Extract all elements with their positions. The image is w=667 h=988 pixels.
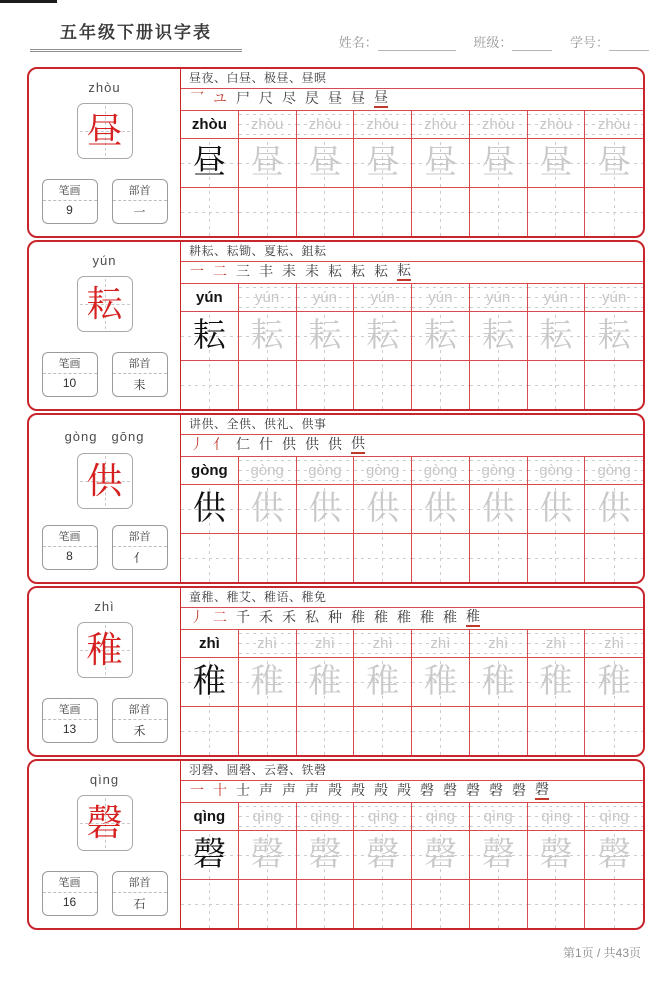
- stroke-order-glyph: 磬: [443, 783, 457, 799]
- info-boxes: [29, 698, 180, 743]
- scan-corner-mark: [0, 0, 57, 3]
- strokes-label: 笔画: [43, 699, 97, 720]
- stroke-order-glyph: 尸: [236, 91, 250, 107]
- character-cell: 稚: [181, 658, 239, 706]
- character-card: [27, 759, 645, 930]
- character-box: [77, 622, 133, 678]
- empty-practice-cell: [470, 707, 528, 755]
- stroke-order-glyph: 磬: [535, 782, 549, 798]
- stroke-order-glyph: 丿: [190, 437, 204, 453]
- character-box: [77, 795, 133, 851]
- strokes-value: 16: [62, 895, 77, 909]
- character-card: [27, 586, 645, 757]
- character-cell: 磬: [354, 831, 412, 879]
- pinyin-cell: zhòu: [528, 111, 586, 138]
- stroke-order-glyph: 稚: [397, 610, 411, 626]
- info-boxes: [29, 179, 180, 224]
- stroke-order-glyph: 声: [305, 783, 319, 799]
- character-cell: 昼: [528, 139, 586, 187]
- stroke-order-row: [181, 434, 643, 456]
- empty-practice-cell: [528, 188, 586, 236]
- character-cell: 昼: [585, 139, 643, 187]
- radical-value: 禾: [133, 724, 146, 738]
- empty-practice-cell: [585, 188, 643, 236]
- stroke-order-row: [181, 88, 643, 110]
- character-cell: 昼: [412, 139, 470, 187]
- stroke-order-glyph: 尺: [259, 91, 273, 107]
- card-practice-area: [181, 588, 643, 755]
- character-card: [27, 240, 645, 411]
- empty-practice-cell: [297, 361, 355, 409]
- strokes-value: 9: [66, 203, 73, 217]
- empty-practice-cell: [239, 361, 297, 409]
- info-boxes: [29, 525, 180, 570]
- example-words-line: 讲供、全供、供礼、供事: [189, 417, 327, 431]
- empty-practice-cell: [354, 534, 412, 582]
- card-practice-area: [181, 761, 643, 928]
- radical-value: 亻: [133, 551, 146, 565]
- page-number: 第1页 / 共43页: [562, 946, 641, 960]
- pinyin-cell: zhì: [528, 630, 586, 657]
- info-boxes: [29, 352, 180, 397]
- empty-practice-cell: [354, 880, 412, 928]
- radical-box: [112, 179, 168, 224]
- stroke-order-glyph: 磬: [466, 783, 480, 799]
- pinyin-label: gòng gōng: [64, 429, 145, 444]
- character-cell: 稚: [585, 658, 643, 706]
- example-words-line: 童稚、稚艾、稚语、稚免: [189, 590, 327, 604]
- empty-practice-cell: [354, 707, 412, 755]
- strokes-box: [42, 698, 98, 743]
- pinyin-cell: yún: [297, 284, 355, 311]
- strokes-box: [42, 352, 98, 397]
- main-character: 耘: [86, 284, 123, 324]
- radical-value: 石: [133, 897, 146, 911]
- pinyin-practice-row: [181, 629, 643, 657]
- radical-box: [112, 525, 168, 570]
- strokes-box: [42, 871, 98, 916]
- student-info-fields: [339, 32, 649, 51]
- character-practice-row: [181, 830, 643, 879]
- example-words-line: 耕耘、耘锄、夏耘、鉏耘: [189, 244, 327, 258]
- stroke-order-glyph: 殸: [374, 783, 388, 799]
- stroke-order-glyph: ユ: [213, 91, 227, 107]
- empty-practice-cell: [470, 880, 528, 928]
- pinyin-cell: gòng: [354, 457, 412, 484]
- strokes-label: 笔画: [43, 872, 97, 893]
- stroke-order-glyph: 种: [328, 610, 342, 626]
- pinyin-cell: zhòu: [239, 111, 297, 138]
- stroke-order-glyph: 稚: [466, 609, 480, 625]
- pinyin-cell: zhòu: [297, 111, 355, 138]
- strokes-value: 13: [62, 722, 77, 736]
- radical-label: 部首: [113, 872, 167, 893]
- card-practice-area: [181, 69, 643, 236]
- pinyin-cell: gòng: [528, 457, 586, 484]
- radical-box: [112, 871, 168, 916]
- empty-practice-cell: [470, 188, 528, 236]
- strokes-label: 笔画: [43, 180, 97, 201]
- character-cards-list: [27, 67, 645, 932]
- empty-practice-cell: [412, 707, 470, 755]
- empty-practice-cell: [585, 707, 643, 755]
- pinyin-cell: zhòu: [181, 111, 239, 138]
- character-cell: 磬: [412, 831, 470, 879]
- empty-practice-cell: [470, 534, 528, 582]
- card-left-panel: [29, 415, 181, 582]
- page-header: [0, 18, 667, 60]
- character-cell: 耘: [412, 312, 470, 360]
- id-field-line: [609, 37, 649, 51]
- stroke-order-glyph: 磬: [420, 783, 434, 799]
- pinyin-cell: gòng: [181, 457, 239, 484]
- pinyin-cell: gòng: [585, 457, 643, 484]
- pinyin-practice-row: [181, 283, 643, 311]
- stroke-order-glyph: 二: [213, 610, 227, 626]
- pinyin-cell: zhì: [354, 630, 412, 657]
- empty-practice-cell: [585, 361, 643, 409]
- character-cell: 稚: [470, 658, 528, 706]
- character-cell: 稚: [354, 658, 412, 706]
- character-cell: 磬: [470, 831, 528, 879]
- strokes-value: 10: [62, 376, 77, 390]
- pinyin-cell: qìng: [239, 803, 297, 830]
- stroke-order-glyph: 声: [259, 783, 273, 799]
- pinyin-cell: yún: [470, 284, 528, 311]
- radical-label: 部首: [113, 526, 167, 547]
- radical-box: [112, 698, 168, 743]
- radical-label: 部首: [113, 699, 167, 720]
- character-practice-row: [181, 484, 643, 533]
- stroke-order-glyph: 稚: [420, 610, 434, 626]
- stroke-order-glyph: 一: [190, 264, 204, 280]
- character-cell: 耘: [528, 312, 586, 360]
- empty-practice-cell: [181, 534, 239, 582]
- character-practice-row: [181, 138, 643, 187]
- character-cell: 供: [528, 485, 586, 533]
- empty-practice-cell: [354, 361, 412, 409]
- page-title: 五年级下册识字表: [60, 23, 212, 42]
- character-practice-row: [181, 311, 643, 360]
- character-cell: 耘: [585, 312, 643, 360]
- card-left-panel: [29, 761, 181, 928]
- pinyin-label: yún: [92, 253, 117, 268]
- stroke-order-glyph: 私: [305, 610, 319, 626]
- stroke-order-glyph: 十: [213, 783, 227, 799]
- stroke-order-glyph: 供: [351, 436, 365, 452]
- pinyin-cell: yún: [354, 284, 412, 311]
- pinyin-practice-row: [181, 456, 643, 484]
- radical-value: 耒: [133, 378, 146, 392]
- stroke-order-glyph: 一: [190, 783, 204, 799]
- title-underline: [30, 18, 242, 52]
- stroke-order-glyph: 供: [328, 437, 342, 453]
- stroke-order-glyph: 耘: [374, 264, 388, 280]
- pinyin-cell: zhì: [181, 630, 239, 657]
- empty-practice-cell: [181, 707, 239, 755]
- pinyin-cell: zhòu: [354, 111, 412, 138]
- empty-practice-cell: [412, 880, 470, 928]
- stroke-order-glyph: 殸: [397, 783, 411, 799]
- name-field-line: [378, 37, 456, 51]
- stroke-order-glyph: 禾: [259, 610, 273, 626]
- stroke-order-glyph: 供: [282, 437, 296, 453]
- stroke-order-glyph: 磬: [512, 783, 526, 799]
- pinyin-label: zhì: [94, 599, 115, 614]
- character-cell: 供: [585, 485, 643, 533]
- character-card: [27, 413, 645, 584]
- stroke-order-glyph: 禾: [282, 610, 296, 626]
- character-cell: 磬: [528, 831, 586, 879]
- pinyin-cell: zhì: [470, 630, 528, 657]
- pinyin-cell: gòng: [412, 457, 470, 484]
- strokes-box: [42, 179, 98, 224]
- character-box: [77, 276, 133, 332]
- pinyin-practice-row: [181, 802, 643, 830]
- empty-practice-cell: [528, 534, 586, 582]
- character-box: [77, 103, 133, 159]
- stroke-order-row: [181, 780, 643, 802]
- character-cell: 昼: [354, 139, 412, 187]
- card-left-panel: [29, 242, 181, 409]
- stroke-order-row: [181, 261, 643, 283]
- pinyin-cell: zhì: [585, 630, 643, 657]
- main-character: 磬: [86, 803, 123, 843]
- pinyin-label: qìng: [89, 772, 120, 787]
- stroke-order-glyph: 声: [282, 783, 296, 799]
- character-box: [77, 453, 133, 509]
- stroke-order-glyph: 尽: [282, 91, 296, 107]
- pinyin-cell: zhì: [412, 630, 470, 657]
- stroke-order-glyph: 昼: [374, 90, 388, 106]
- empty-practice-cell: [412, 188, 470, 236]
- pinyin-cell: qìng: [528, 803, 586, 830]
- pinyin-cell: zhì: [239, 630, 297, 657]
- card-left-panel: [29, 69, 181, 236]
- empty-practice-cell: [239, 707, 297, 755]
- strokes-label: 笔画: [43, 526, 97, 547]
- id-field-label: 学号：: [569, 35, 609, 50]
- character-cell: 耘: [354, 312, 412, 360]
- pinyin-practice-row: [181, 110, 643, 138]
- character-cell: 耘: [297, 312, 355, 360]
- pinyin-cell: yún: [181, 284, 239, 311]
- empty-practice-cell: [528, 707, 586, 755]
- pinyin-cell: yún: [528, 284, 586, 311]
- info-boxes: [29, 871, 180, 916]
- card-practice-area: [181, 415, 643, 582]
- stroke-order-glyph: 二: [213, 264, 227, 280]
- pinyin-cell: qìng: [181, 803, 239, 830]
- character-cell: 供: [412, 485, 470, 533]
- pinyin-cell: yún: [239, 284, 297, 311]
- pinyin-cell: zhòu: [412, 111, 470, 138]
- empty-practice-cell: [297, 534, 355, 582]
- character-cell: 耘: [181, 312, 239, 360]
- stroke-order-glyph: 耘: [351, 264, 365, 280]
- empty-practice-cell: [181, 188, 239, 236]
- character-cell: 稚: [297, 658, 355, 706]
- radical-box: [112, 352, 168, 397]
- empty-practice-cell: [354, 188, 412, 236]
- pinyin-cell: qìng: [354, 803, 412, 830]
- empty-practice-cell: [239, 880, 297, 928]
- stroke-order-glyph: 三: [236, 264, 250, 280]
- stroke-order-row: [181, 607, 643, 629]
- stroke-order-glyph: 耘: [397, 263, 411, 279]
- empty-practice-cell: [412, 361, 470, 409]
- empty-practice-row: [181, 879, 643, 928]
- stroke-order-glyph: 亻: [213, 437, 227, 453]
- empty-practice-cell: [297, 707, 355, 755]
- character-cell: 昼: [181, 139, 239, 187]
- stroke-order-glyph: 乛: [190, 91, 204, 107]
- character-cell: 磬: [297, 831, 355, 879]
- empty-practice-row: [181, 360, 643, 409]
- pinyin-cell: zhì: [297, 630, 355, 657]
- character-cell: 磬: [585, 831, 643, 879]
- character-cell: 供: [470, 485, 528, 533]
- empty-practice-cell: [181, 880, 239, 928]
- strokes-box: [42, 525, 98, 570]
- stroke-order-glyph: 稚: [351, 610, 365, 626]
- character-cell: 供: [239, 485, 297, 533]
- character-cell: 供: [297, 485, 355, 533]
- stroke-order-glyph: 昼: [351, 91, 365, 107]
- empty-practice-cell: [585, 880, 643, 928]
- pinyin-cell: qìng: [297, 803, 355, 830]
- character-cell: 耘: [470, 312, 528, 360]
- stroke-order-glyph: 殸: [351, 783, 365, 799]
- main-character: 供: [86, 461, 123, 501]
- stroke-order-glyph: 丿: [190, 610, 204, 626]
- pinyin-label: zhòu: [88, 80, 121, 95]
- pinyin-cell: qìng: [585, 803, 643, 830]
- class-field-label: 班级：: [473, 35, 513, 50]
- character-practice-row: [181, 657, 643, 706]
- character-cell: 供: [181, 485, 239, 533]
- pinyin-cell: yún: [412, 284, 470, 311]
- class-field-line: [512, 37, 552, 51]
- character-cell: 昼: [297, 139, 355, 187]
- card-left-panel: [29, 588, 181, 755]
- stroke-order-glyph: 什: [259, 437, 273, 453]
- card-practice-area: [181, 242, 643, 409]
- empty-practice-cell: [585, 534, 643, 582]
- stroke-order-glyph: 耘: [328, 264, 342, 280]
- empty-practice-cell: [470, 361, 528, 409]
- empty-practice-cell: [239, 534, 297, 582]
- stroke-order-glyph: 殸: [328, 783, 342, 799]
- strokes-label: 笔画: [43, 353, 97, 374]
- stroke-order-glyph: 磬: [489, 783, 503, 799]
- empty-practice-cell: [297, 188, 355, 236]
- empty-practice-row: [181, 533, 643, 582]
- empty-practice-cell: [528, 361, 586, 409]
- empty-practice-cell: [528, 880, 586, 928]
- character-cell: 供: [354, 485, 412, 533]
- empty-practice-cell: [181, 361, 239, 409]
- character-cell: 昼: [470, 139, 528, 187]
- empty-practice-cell: [297, 880, 355, 928]
- example-words-line: 昼夜、白昼、极昼、昼暝: [189, 71, 327, 85]
- pinyin-cell: gòng: [239, 457, 297, 484]
- stroke-order-glyph: 供: [305, 437, 319, 453]
- character-cell: 磬: [239, 831, 297, 879]
- name-field-label: 姓名：: [338, 35, 378, 50]
- main-character: 稚: [86, 630, 123, 670]
- empty-practice-row: [181, 706, 643, 755]
- character-cell: 磬: [181, 831, 239, 879]
- pinyin-cell: qìng: [470, 803, 528, 830]
- pinyin-cell: qìng: [412, 803, 470, 830]
- stroke-order-glyph: 稚: [374, 610, 388, 626]
- stroke-order-glyph: 昼: [328, 91, 342, 107]
- pinyin-cell: zhòu: [470, 111, 528, 138]
- radical-label: 部首: [113, 353, 167, 374]
- main-character: 昼: [86, 111, 123, 151]
- character-cell: 稚: [239, 658, 297, 706]
- empty-practice-cell: [412, 534, 470, 582]
- character-cell: 耘: [239, 312, 297, 360]
- pinyin-cell: yún: [585, 284, 643, 311]
- example-words-line: 羽磬、圆磬、云磬、铁磬: [189, 763, 327, 777]
- character-card: [27, 67, 645, 238]
- pinyin-cell: gòng: [297, 457, 355, 484]
- radical-value: 一: [133, 205, 146, 219]
- strokes-value: 8: [66, 549, 73, 563]
- pinyin-cell: zhòu: [585, 111, 643, 138]
- character-cell: 稚: [412, 658, 470, 706]
- pinyin-cell: gòng: [470, 457, 528, 484]
- stroke-order-glyph: 稚: [443, 610, 457, 626]
- stroke-order-glyph: 士: [236, 783, 250, 799]
- character-cell: 昼: [239, 139, 297, 187]
- stroke-order-glyph: 耒: [282, 264, 296, 280]
- character-cell: 稚: [528, 658, 586, 706]
- empty-practice-row: [181, 187, 643, 236]
- stroke-order-glyph: 耒: [305, 264, 319, 280]
- empty-practice-cell: [239, 188, 297, 236]
- stroke-order-glyph: 千: [236, 610, 250, 626]
- radical-label: 部首: [113, 180, 167, 201]
- stroke-order-glyph: 仁: [236, 437, 250, 453]
- stroke-order-glyph: 昃: [305, 91, 319, 107]
- stroke-order-glyph: 丰: [259, 264, 273, 280]
